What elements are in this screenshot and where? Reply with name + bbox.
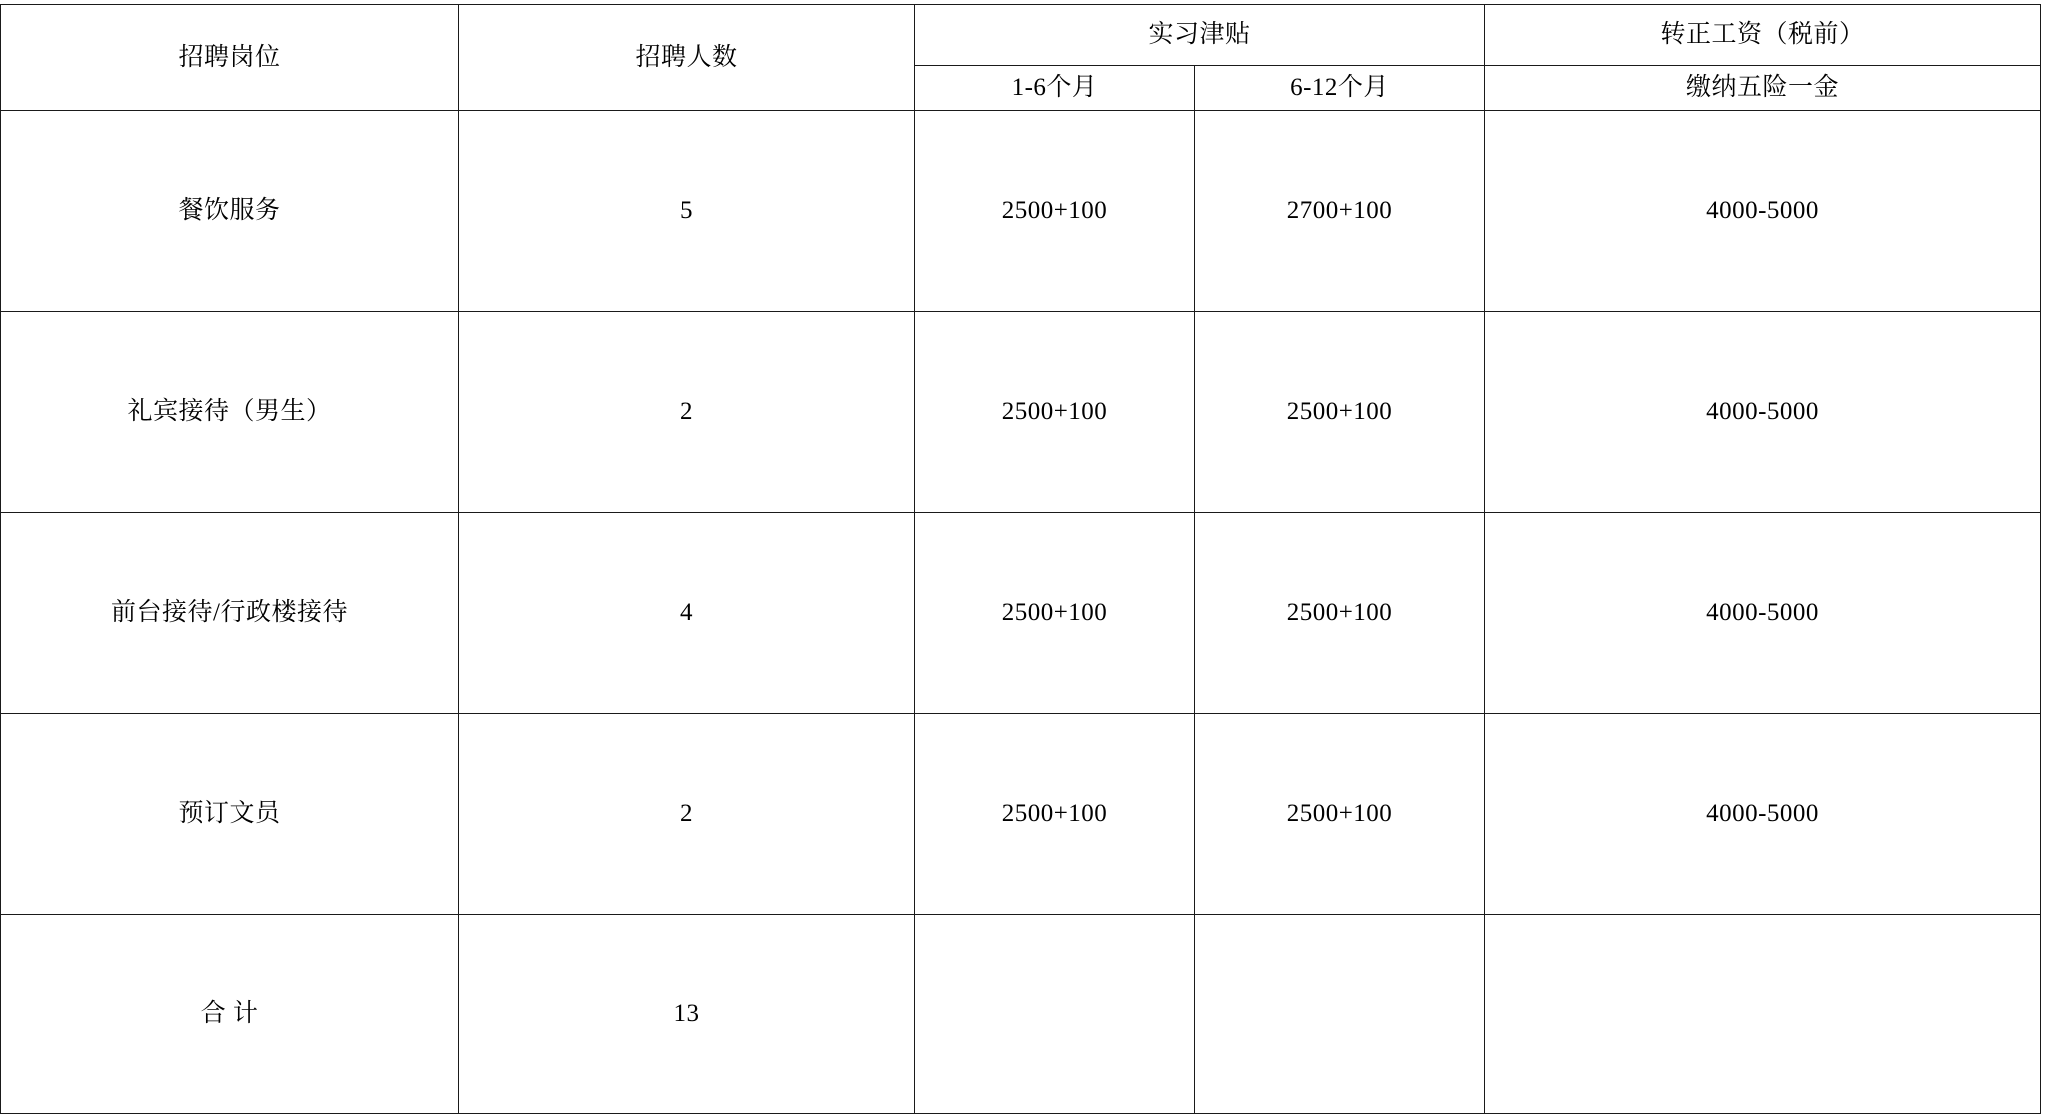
cell-allowance-6-12: 2500+100 xyxy=(1195,714,1485,915)
cell-allowance-6-12: 2500+100 xyxy=(1195,513,1485,714)
header-headcount: 招聘人数 xyxy=(459,5,915,111)
recruitment-table xyxy=(0,4,2041,1114)
cell-headcount: 2 xyxy=(459,312,915,513)
table-header-row-top xyxy=(1,5,2041,66)
header-allowance-1-6: 1-6个月 xyxy=(915,66,1195,111)
cell-position: 预订文员 xyxy=(1,714,459,915)
cell-position: 礼宾接待（男生） xyxy=(1,312,459,513)
cell-total-label: 合 计 xyxy=(1,915,459,1114)
cell-allowance-1-6: 2500+100 xyxy=(915,513,1195,714)
table-total-row xyxy=(1,915,2041,1114)
cell-position: 餐饮服务 xyxy=(1,111,459,312)
cell-headcount: 4 xyxy=(459,513,915,714)
table-row xyxy=(1,714,2041,915)
header-position: 招聘岗位 xyxy=(1,5,459,111)
cell-allowance-1-6: 2500+100 xyxy=(915,111,1195,312)
header-allowance-6-12: 6-12个月 xyxy=(1195,66,1485,111)
header-salary: 转正工资（税前） xyxy=(1485,5,2041,66)
cell-salary: 4000-5000 xyxy=(1485,714,2041,915)
header-salary-note: 缴纳五险一金 xyxy=(1485,66,2041,111)
header-allowance: 实习津贴 xyxy=(915,5,1485,66)
cell-salary: 4000-5000 xyxy=(1485,111,2041,312)
table-row xyxy=(1,111,2041,312)
table-row xyxy=(1,513,2041,714)
cell-salary: 4000-5000 xyxy=(1485,513,2041,714)
cell-total-salary xyxy=(1485,915,2041,1114)
cell-allowance-6-12: 2700+100 xyxy=(1195,111,1485,312)
cell-allowance-6-12: 2500+100 xyxy=(1195,312,1485,513)
cell-headcount: 5 xyxy=(459,111,915,312)
cell-allowance-1-6: 2500+100 xyxy=(915,312,1195,513)
cell-position: 前台接待/行政楼接待 xyxy=(1,513,459,714)
cell-salary: 4000-5000 xyxy=(1485,312,2041,513)
cell-total-allowance-6-12 xyxy=(1195,915,1485,1114)
cell-headcount: 2 xyxy=(459,714,915,915)
table-row xyxy=(1,312,2041,513)
cell-allowance-1-6: 2500+100 xyxy=(915,714,1195,915)
cell-total-headcount: 13 xyxy=(459,915,915,1114)
cell-total-allowance-1-6 xyxy=(915,915,1195,1114)
